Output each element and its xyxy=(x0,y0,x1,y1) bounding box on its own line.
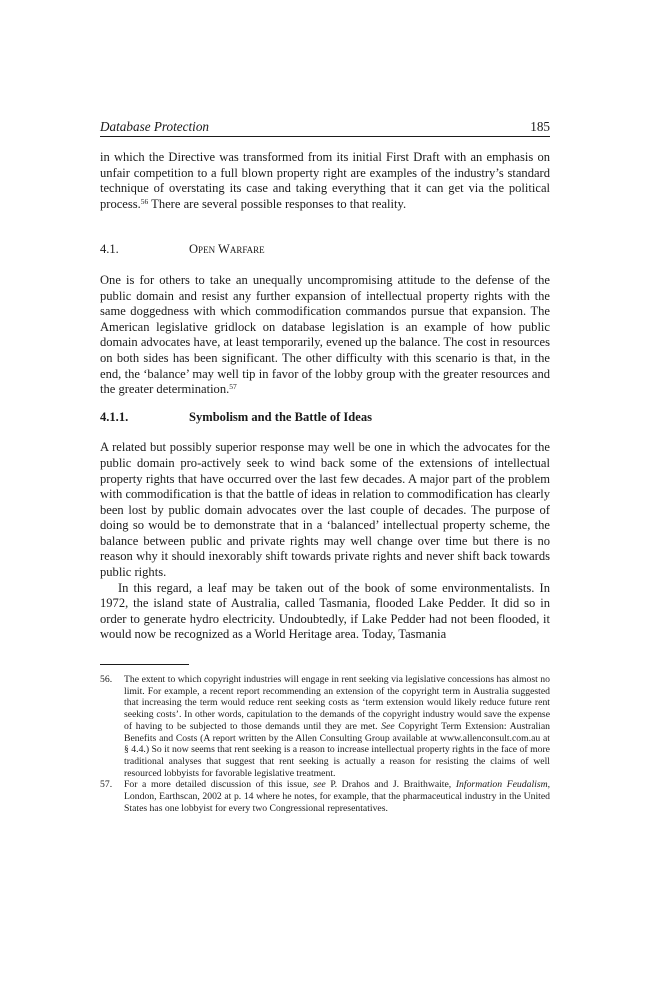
paragraph-open-warfare: One is for others to take an unequally uncompromising attitude to the defense of the public domain and resist any further expansion of intellectual property rights with the same doggedness with which commodification commandos pursue that expansion. The American legislative gridlock on database legislation is an example of how public domain advocates have, at least temporarily, evened up the balance. The cost in resources on both sides has been significant. The other difficulty with this scenario is that, in the end, the ‘balance’ may well tip in favor of the lobby group with the greater resources and the greater determination.$^{57}$ xyxy=(100,272,550,397)
footnotes xyxy=(100,674,550,814)
footnote-number: 56. xyxy=(100,674,113,686)
section-heading-4-1 xyxy=(100,242,550,258)
running-head-title: Database Protection xyxy=(100,119,210,134)
paragraph-lake-pedder: In this regard, a leaf may be taken out of the book of some environmentalists. In 1972, the island state of Australia, called Tasmania, flooded Lake Pedder. It did so in order to generate hydro electricity. Undoubtedly, if Lake Pedder had not been flooded, it would now be recognized as a World Heritage area. Today, Tasmania xyxy=(100,580,550,642)
footnote-text: For a more detailed discussion of this issue, see P. Drahos and J. Braithwaite, Information Feudalism, London, Earthscan, 2002 at p. 14 where he notes, for example, that the pharmaceutical industry in the United States has one lobbyist for every two Congressional representatives. xyxy=(124,779,551,814)
book-page xyxy=(100,119,550,814)
footnote-separator xyxy=(100,664,189,665)
footnote-56 xyxy=(100,674,550,779)
section-number: 4.1. xyxy=(100,242,119,257)
paragraph-battle-of-ideas: A related but possibly superior response may well be one in which the advocates for the public domain pro-actively seek to wind back some of the extensions of intellectual property rights that have occurred over the last few decades. A major part of the problem with commodification is that the battle of ideas in relation to commodification has clearly been lost by public domain advocates over the last couple of decades. The purpose of doing so would be to demonstrate that in a ‘balanced’ intellectual property scheme, the balance between public and private rights may well change over time but there is no reason why it should inexorably shift towards private rights and never shift back towards public rights. xyxy=(100,440,550,580)
footnote-ref-56[interactable]: 56 xyxy=(140,196,149,206)
footnote-text: The extent to which copyright industries will engage in rent seeking via legislative concessions has almost no limit. For example, a recent report recommending an extension of the copyright term in Australia suggested that increasing the term would reduce rent seeking costs as ‘term extension would likely reduce future rent seeking costs’. In other words, capitulation to the demands of the copyright industry would save the expense of having to be subjected to those demands until they are met. See Copyright Term Extension: Australian Benefits and Costs (A report written by the Allen Consulting Group available at www.allenconsult.com.au at § 4.4.) So it now seems that rent seeking is a reason to increase intellectual property rights in the face of more traditional analyses that suggest that rent seeking is actually a reason for resisting the claims of well resourced lobbyists for favorable legislative treatment. xyxy=(124,674,551,779)
running-head xyxy=(100,119,550,137)
body-text xyxy=(100,150,550,643)
footnote-57 xyxy=(100,779,550,814)
footnote-ref-57[interactable]: 57 xyxy=(229,382,237,392)
paragraph-continuation: in which the Directive was transformed from its initial First Draft with an emphasis on unfair competition to a full blown property right are examples of the industry’s standard technique of overstating its case and taking everything that it can get via the political process.$^{56}$ There are several possible responses to that reality. xyxy=(100,150,550,211)
section-title: Open Warfare xyxy=(189,242,265,257)
page-number: 185 xyxy=(530,119,550,134)
section-title: Symbolism and the Battle of Ideas xyxy=(189,409,372,424)
section-number: 4.1.1. xyxy=(100,409,129,424)
section-heading-4-1-1 xyxy=(100,410,550,426)
footnote-number: 57. xyxy=(100,779,113,791)
